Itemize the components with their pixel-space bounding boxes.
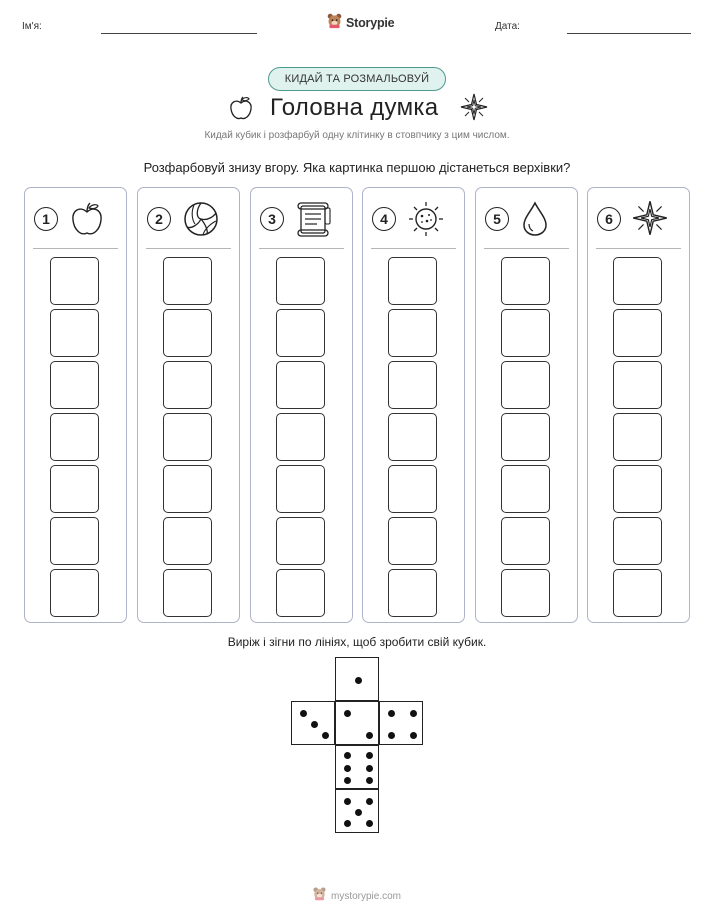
column-divider xyxy=(484,248,569,249)
coloring-cell[interactable] xyxy=(163,257,212,305)
coloring-cell[interactable] xyxy=(163,465,212,513)
instruction: Розфарбовуй знизу вгору. Яка картинка першою дістанеться верхівки? xyxy=(143,160,571,175)
coloring-cell[interactable] xyxy=(276,361,325,409)
dice-pip xyxy=(366,732,373,739)
coloring-cell[interactable] xyxy=(388,517,437,565)
coloring-cell[interactable] xyxy=(276,309,325,357)
dice-pip xyxy=(344,765,351,772)
coloring-cell[interactable] xyxy=(388,257,437,305)
column-number: 5 xyxy=(485,207,509,231)
coloring-cell[interactable] xyxy=(613,309,662,357)
coloring-cell[interactable] xyxy=(501,257,550,305)
volleyball-icon xyxy=(182,200,220,243)
drop-icon xyxy=(520,200,550,243)
coloring-cell[interactable] xyxy=(276,413,325,461)
coloring-cell[interactable] xyxy=(50,413,99,461)
column-header xyxy=(251,200,352,240)
coloring-cell[interactable] xyxy=(50,309,99,357)
coloring-cell[interactable] xyxy=(613,257,662,305)
dice-pip xyxy=(344,798,351,805)
coloring-cell[interactable] xyxy=(163,569,212,617)
dice-pip xyxy=(355,677,362,684)
dice-pip xyxy=(410,732,417,739)
dice-column-5 xyxy=(475,187,578,623)
column-number: 3 xyxy=(260,207,284,231)
dice-column-4 xyxy=(362,187,465,623)
dice-pip xyxy=(366,765,373,772)
dice-pip xyxy=(388,732,395,739)
activity-badge: КИДАЙ ТА РОЗМАЛЬОВУЙ xyxy=(268,67,446,91)
name-label: Ім'я: xyxy=(22,21,42,32)
coloring-cell[interactable] xyxy=(613,361,662,409)
coloring-cell[interactable] xyxy=(163,361,212,409)
dice-face-6 xyxy=(335,745,379,789)
dice-column-1 xyxy=(24,187,127,623)
coloring-cell[interactable] xyxy=(388,309,437,357)
coloring-cell[interactable] xyxy=(501,309,550,357)
date-line[interactable] xyxy=(567,33,691,34)
apple-icon xyxy=(227,94,255,127)
sparkle-icon xyxy=(460,93,488,126)
coloring-cell[interactable] xyxy=(388,465,437,513)
column-number: 1 xyxy=(34,207,58,231)
page-title: Головна думка xyxy=(270,94,439,121)
column-divider xyxy=(596,248,681,249)
coloring-cell[interactable] xyxy=(276,465,325,513)
dice-pip xyxy=(322,732,329,739)
dice-pip xyxy=(344,710,351,717)
column-header xyxy=(363,200,464,240)
column-number: 6 xyxy=(597,207,621,231)
dice-face-2 xyxy=(335,701,379,745)
dice-pip xyxy=(366,777,373,784)
column-number: 4 xyxy=(372,207,396,231)
column-divider xyxy=(146,248,231,249)
coloring-cell[interactable] xyxy=(163,413,212,461)
brand-logo xyxy=(326,12,394,34)
coloring-cell[interactable] xyxy=(50,569,99,617)
column-divider xyxy=(371,248,456,249)
footer-url: mystorypie.com xyxy=(331,890,402,902)
dice-column-6 xyxy=(587,187,690,623)
cut-instruction: Виріж і зігни по лініях, щоб зробити свій кубик. xyxy=(227,635,487,649)
brand-name: Storypie xyxy=(346,16,395,30)
coloring-cell[interactable] xyxy=(501,413,550,461)
sparkle-icon xyxy=(632,200,668,241)
dice-pip xyxy=(344,752,351,759)
dice-pip xyxy=(366,752,373,759)
column-divider xyxy=(259,248,344,249)
name-line[interactable] xyxy=(101,33,257,34)
sun-icon xyxy=(407,200,445,243)
dice-pip xyxy=(410,710,417,717)
dice-pip xyxy=(300,710,307,717)
dice-column-3 xyxy=(250,187,353,623)
coloring-cell[interactable] xyxy=(613,465,662,513)
date-label: Дата: xyxy=(495,21,520,32)
coloring-cell[interactable] xyxy=(163,309,212,357)
column-header xyxy=(25,200,126,240)
coloring-cell[interactable] xyxy=(388,569,437,617)
coloring-cell[interactable] xyxy=(276,257,325,305)
apple-icon xyxy=(69,200,105,243)
dice-pip xyxy=(366,798,373,805)
dice-face-5 xyxy=(335,789,379,833)
column-header xyxy=(476,200,577,240)
coloring-cell[interactable] xyxy=(613,517,662,565)
coloring-cell[interactable] xyxy=(276,569,325,617)
coloring-cell[interactable] xyxy=(276,517,325,565)
coloring-cell[interactable] xyxy=(163,517,212,565)
dice-face-1 xyxy=(335,657,379,701)
bear-icon xyxy=(326,12,343,34)
coloring-cell[interactable] xyxy=(613,569,662,617)
dice-pip xyxy=(344,777,351,784)
subtitle: Кидай кубик і розфарбуй одну клітинку в стовпчику з цим числом. xyxy=(204,130,510,141)
dice-face-4 xyxy=(379,701,423,745)
coloring-cell[interactable] xyxy=(613,413,662,461)
dice-pip xyxy=(366,820,373,827)
coloring-cell[interactable] xyxy=(50,465,99,513)
coloring-cell[interactable] xyxy=(501,517,550,565)
footer xyxy=(312,886,401,906)
column-header xyxy=(588,200,689,240)
title-row xyxy=(0,92,714,124)
dice-pip xyxy=(311,721,318,728)
coloring-cell[interactable] xyxy=(501,361,550,409)
column-header xyxy=(138,200,239,240)
coloring-cell[interactable] xyxy=(388,361,437,409)
dice-face-3 xyxy=(291,701,335,745)
dice-pip xyxy=(344,820,351,827)
dice-pip xyxy=(355,809,362,816)
coloring-cell[interactable] xyxy=(50,361,99,409)
bear-icon xyxy=(312,886,327,906)
coloring-cell[interactable] xyxy=(50,517,99,565)
coloring-cell[interactable] xyxy=(501,569,550,617)
scroll-icon xyxy=(295,200,333,243)
dice-column-2 xyxy=(137,187,240,623)
coloring-cell[interactable] xyxy=(50,257,99,305)
coloring-cell[interactable] xyxy=(388,413,437,461)
coloring-cell[interactable] xyxy=(501,465,550,513)
column-number: 2 xyxy=(147,207,171,231)
column-divider xyxy=(33,248,118,249)
dice-pip xyxy=(388,710,395,717)
